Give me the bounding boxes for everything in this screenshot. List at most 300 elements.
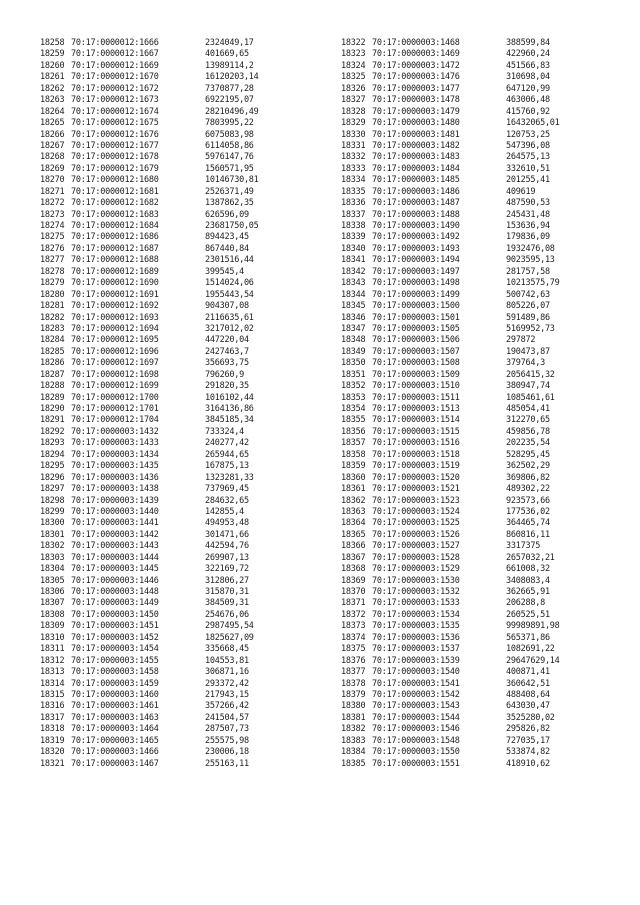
- table-row: [341, 496, 560, 507]
- cadastral-value: 1082691,22: [506, 644, 555, 655]
- table-row: [341, 267, 560, 278]
- row-number: 18378: [341, 678, 366, 689]
- cadastral-number: 70:17:0000003:1479: [372, 106, 460, 117]
- table-row: [341, 290, 560, 301]
- table-row: [341, 724, 560, 735]
- cadastral-value: 202235,54: [506, 438, 550, 449]
- row-number: 18300: [40, 518, 65, 529]
- cadastral-number: 70:17:0000003:1516: [372, 438, 460, 449]
- table-row: [40, 393, 259, 404]
- table-row: [40, 667, 259, 678]
- row-number: 18350: [341, 358, 366, 369]
- row-number: 18362: [341, 495, 366, 506]
- cadastral-number: 70:17:0000003:1481: [372, 129, 460, 140]
- cadastral-value: 254676,06: [205, 609, 249, 620]
- cadastral-value: 99989891,98: [506, 621, 560, 632]
- cadastral-number: 70:17:0000003:1521: [372, 484, 460, 495]
- cadastral-value: 255163,11: [205, 758, 249, 769]
- cadastral-value: 643030,47: [506, 701, 550, 712]
- table-row: [341, 118, 560, 129]
- cadastral-number: 70:17:0000012:1676: [71, 129, 159, 140]
- table-row: [341, 576, 560, 587]
- cadastral-number: 70:17:0000003:1448: [71, 587, 159, 597]
- cadastral-value: 281757,58: [506, 266, 550, 277]
- cadastral-number: 70:17:0000003:1506: [372, 335, 460, 346]
- row-number: 18310: [40, 632, 65, 643]
- cadastral-number: 70:17:0000003:1438: [71, 484, 159, 495]
- cadastral-value: 379764,3: [506, 358, 545, 369]
- cadastral-value: 264575,13: [506, 152, 550, 163]
- cadastral-value: 284632,65: [205, 495, 249, 506]
- cadastral-number: 70:17:0000003:1536: [372, 632, 460, 643]
- row-number: 18281: [40, 301, 65, 312]
- row-number: 18363: [341, 506, 366, 517]
- cadastral-value: 291820,35: [205, 381, 249, 392]
- table-row: [40, 324, 259, 335]
- cadastral-value: 647120,99: [506, 83, 550, 94]
- cadastral-number: 70:17:0000003:1548: [372, 735, 460, 746]
- table-row: [40, 72, 259, 83]
- row-number: 18264: [40, 106, 65, 117]
- cadastral-number: 70:17:0000012:1680: [71, 175, 159, 186]
- table-row: [341, 255, 560, 266]
- cadastral-number: 70:17:0000003:1519: [372, 461, 460, 472]
- table-row: [341, 38, 560, 49]
- table-row: [40, 210, 259, 221]
- row-number: 18275: [40, 232, 65, 243]
- row-number: 18308: [40, 609, 65, 620]
- cadastral-number: 70:17:0000003:1435: [71, 461, 159, 472]
- cadastral-value: 451566,83: [506, 60, 550, 71]
- row-number: 18259: [40, 49, 65, 60]
- row-number: 18302: [40, 541, 65, 552]
- cadastral-number: 70:17:0000003:1494: [372, 255, 460, 266]
- row-number: 18376: [341, 655, 366, 666]
- cadastral-value: 297872: [506, 335, 536, 346]
- cadastral-number: 70:17:0000003:1478: [372, 95, 460, 106]
- table-row: [40, 427, 259, 438]
- table-row: [341, 278, 560, 289]
- cadastral-number: 70:17:0000012:1675: [71, 118, 159, 129]
- row-number: 18297: [40, 484, 65, 495]
- row-number: 18277: [40, 255, 65, 266]
- cadastral-value: 2657032,21: [506, 552, 555, 563]
- cadastral-value: 3408083,4: [506, 575, 550, 586]
- table-row: [341, 598, 560, 609]
- table-row: [40, 152, 259, 163]
- cadastral-number: 70:17:0000012:1690: [71, 278, 159, 289]
- cadastral-value: 287507,73: [205, 724, 249, 735]
- row-number: 18338: [341, 221, 366, 231]
- cadastral-value: 380947,74: [506, 381, 550, 392]
- cadastral-value: 1514024,06: [205, 278, 254, 289]
- row-number: 18341: [341, 255, 366, 266]
- table-row: [341, 347, 560, 358]
- cadastral-value: 422960,24: [506, 49, 550, 60]
- table-row: [40, 507, 259, 518]
- cadastral-value: 255575,98: [205, 735, 249, 746]
- table-row: [341, 152, 560, 163]
- table-row: [341, 221, 560, 232]
- cadastral-number: 70:17:0000003:1509: [372, 369, 460, 380]
- table-row: [40, 484, 259, 495]
- table-row: [40, 679, 259, 690]
- cadastral-value: 312806,27: [205, 575, 249, 586]
- cadastral-value: 494953,48: [205, 518, 249, 529]
- cadastral-value: 13989114,2: [205, 60, 254, 71]
- row-number: 18284: [40, 335, 65, 346]
- cadastral-number: 70:17:0000003:1443: [71, 541, 159, 552]
- row-number: 18314: [40, 678, 65, 689]
- row-number: 18292: [40, 426, 65, 437]
- cadastral-value: 894423,45: [205, 232, 249, 243]
- cadastral-value: 2056415,32: [506, 369, 555, 380]
- table-row: [40, 130, 259, 141]
- table-row: [40, 598, 259, 609]
- cadastral-number: 70:17:0000003:1520: [372, 472, 460, 483]
- cadastral-number: 70:17:0000003:1455: [71, 655, 159, 666]
- table-row: [341, 84, 560, 95]
- row-number: 18327: [341, 95, 366, 106]
- cadastral-number: 70:17:0000012:1695: [71, 335, 159, 346]
- table-row: [40, 690, 259, 701]
- table-row: [40, 438, 259, 449]
- row-number: 18290: [40, 404, 65, 414]
- table-row: [341, 107, 560, 118]
- table-row: [40, 564, 259, 575]
- cadastral-value: 2116635,61: [205, 312, 254, 323]
- table-row: [341, 713, 560, 724]
- cadastral-number: 70:17:0000003:1518: [372, 449, 460, 460]
- cadastral-value: 16432065,01: [506, 118, 560, 129]
- table-row: [341, 95, 560, 106]
- cadastral-value: 190473,87: [506, 346, 550, 357]
- table-row: [341, 427, 560, 438]
- cadastral-number: 70:17:0000003:1432: [71, 426, 159, 437]
- cadastral-value: 591489,86: [506, 312, 550, 323]
- cadastral-value: 384509,31: [205, 598, 249, 609]
- row-number: 18380: [341, 701, 366, 712]
- cadastral-number: 70:17:0000003:1534: [372, 609, 460, 620]
- cadastral-number: 70:17:0000003:1440: [71, 506, 159, 517]
- row-number: 18375: [341, 644, 366, 655]
- row-number: 18374: [341, 632, 366, 643]
- row-number: 18331: [341, 140, 366, 151]
- table-row: [40, 267, 259, 278]
- cadastral-number: 70:17:0000003:1539: [372, 655, 460, 666]
- table-row: [341, 61, 560, 72]
- cadastral-value: 447220,04: [205, 335, 249, 346]
- cadastral-value: 217943,15: [205, 689, 249, 700]
- cadastral-number: 70:17:0000012:1700: [71, 392, 159, 403]
- row-number: 18337: [341, 209, 366, 220]
- row-number: 18334: [341, 175, 366, 186]
- cadastral-number: 70:17:0000003:1450: [71, 609, 159, 620]
- cadastral-number: 70:17:0000003:1501: [372, 312, 460, 323]
- table-row: [40, 404, 259, 415]
- row-number: 18359: [341, 461, 366, 472]
- row-number: 18262: [40, 83, 65, 94]
- cadastral-number: 70:17:0000003:1497: [372, 266, 460, 277]
- row-number: 18335: [341, 186, 366, 197]
- table-row: [341, 164, 560, 175]
- cadastral-value: 2526371,49: [205, 186, 254, 197]
- table-row: [40, 255, 259, 266]
- row-number: 18346: [341, 312, 366, 323]
- row-number: 18351: [341, 369, 366, 380]
- row-number: 18329: [341, 118, 366, 129]
- cadastral-value: 369806,82: [506, 472, 550, 483]
- table-row: [341, 187, 560, 198]
- cadastral-number: 70:17:0000012:1667: [71, 49, 159, 60]
- cadastral-number: 70:17:0000012:1679: [71, 163, 159, 174]
- cadastral-value: 5976147,76: [205, 152, 254, 163]
- cadastral-value: 364465,74: [506, 518, 550, 529]
- row-number: 18279: [40, 278, 65, 289]
- row-number: 18355: [341, 415, 366, 426]
- cadastral-number: 70:17:0000003:1492: [372, 232, 460, 243]
- cadastral-value: 357266,42: [205, 701, 249, 712]
- row-number: 18356: [341, 426, 366, 437]
- cadastral-value: 805226,07: [506, 301, 550, 312]
- table-row: [40, 335, 259, 346]
- row-number: 18276: [40, 243, 65, 254]
- cadastral-number: 70:17:0000003:1537: [372, 644, 460, 655]
- cadastral-number: 70:17:0000012:1693: [71, 312, 159, 323]
- cadastral-number: 70:17:0000012:1689: [71, 266, 159, 277]
- table-row: [341, 313, 560, 324]
- cadastral-number: 70:17:0000003:1551: [372, 758, 460, 769]
- row-number: 18348: [341, 335, 366, 346]
- cadastral-number: 70:17:0000003:1441: [71, 518, 159, 529]
- cadastral-value: 565371,86: [506, 632, 550, 643]
- row-number: 18265: [40, 118, 65, 129]
- cadastral-number: 70:17:0000012:1696: [71, 346, 159, 357]
- cadastral-number: 70:17:0000012:1666: [71, 38, 159, 48]
- table-row: [40, 370, 259, 381]
- table-row: [341, 370, 560, 381]
- cadastral-number: 70:17:0000012:1694: [71, 323, 159, 334]
- cadastral-value: 500742,63: [506, 289, 550, 300]
- table-row: [341, 232, 560, 243]
- cadastral-value: 6114058,86: [205, 140, 254, 151]
- cadastral-value: 332610,51: [506, 163, 550, 174]
- row-number: 18385: [341, 758, 366, 769]
- cadastral-number: 70:17:0000003:1542: [372, 689, 460, 700]
- cadastral-number: 70:17:0000012:1672: [71, 83, 159, 94]
- cadastral-value: 1323281,33: [205, 472, 254, 483]
- row-number: 18309: [40, 621, 65, 632]
- table-row: [40, 736, 259, 747]
- cadastral-value: 399545,4: [205, 266, 244, 277]
- table-row: [40, 118, 259, 129]
- cadastral-value: 301471,66: [205, 529, 249, 540]
- cadastral-value: 867440,84: [205, 243, 249, 254]
- cadastral-number: 70:17:0000003:1468: [372, 38, 460, 48]
- cadastral-value: 295826,82: [506, 724, 550, 735]
- cadastral-number: 70:17:0000003:1533: [372, 598, 460, 609]
- cadastral-number: 70:17:0000003:1451: [71, 621, 159, 632]
- table-row: [40, 175, 259, 186]
- table-row: [40, 61, 259, 72]
- cadastral-number: 70:17:0000012:1682: [71, 198, 159, 209]
- table-row: [341, 644, 560, 655]
- row-number: 18303: [40, 552, 65, 563]
- table-row: [341, 553, 560, 564]
- table-row: [40, 347, 259, 358]
- cadastral-value: 2987495,54: [205, 621, 254, 632]
- cadastral-value: 409619: [506, 186, 536, 197]
- row-number: 18318: [40, 724, 65, 735]
- cadastral-value: 796260,9: [205, 369, 244, 380]
- row-number: 18288: [40, 381, 65, 392]
- table-row: [40, 701, 259, 712]
- row-number: 18294: [40, 449, 65, 460]
- cadastral-value: 388599,84: [506, 38, 550, 48]
- row-number: 18360: [341, 472, 366, 483]
- row-number: 18330: [341, 129, 366, 140]
- cadastral-number: 70:17:0000003:1445: [71, 564, 159, 575]
- table-row: [341, 690, 560, 701]
- row-number: 18382: [341, 724, 366, 735]
- cadastral-value: 310698,04: [506, 72, 550, 83]
- table-row: [40, 713, 259, 724]
- row-number: 18371: [341, 598, 366, 609]
- cadastral-number: 70:17:0000012:1670: [71, 72, 159, 83]
- cadastral-value: 315870,31: [205, 587, 249, 597]
- table-row: [40, 518, 259, 529]
- cadastral-number: 70:17:0000003:1444: [71, 552, 159, 563]
- table-row: [341, 736, 560, 747]
- cadastral-number: 70:17:0000003:1488: [372, 209, 460, 220]
- cadastral-number: 70:17:0000003:1480: [372, 118, 460, 129]
- row-number: 18289: [40, 392, 65, 403]
- row-number: 18261: [40, 72, 65, 83]
- table-row: [341, 759, 560, 770]
- cadastral-value: 1085461,61: [506, 392, 555, 403]
- cadastral-number: 70:17:0000003:1540: [372, 667, 460, 678]
- row-number: 18291: [40, 415, 65, 426]
- row-number: 18354: [341, 404, 366, 414]
- cadastral-number: 70:17:0000003:1514: [372, 415, 460, 426]
- cadastral-value: 6922195,07: [205, 95, 254, 106]
- cadastral-value: 418910,62: [506, 758, 550, 769]
- cadastral-value: 488408,64: [506, 689, 550, 700]
- cadastral-number: 70:17:0000003:1550: [372, 747, 460, 758]
- cadastral-number: 70:17:0000012:1669: [71, 60, 159, 71]
- cadastral-number: 70:17:0000003:1515: [372, 426, 460, 437]
- cadastral-number: 70:17:0000003:1487: [372, 198, 460, 209]
- cadastral-number: 70:17:0000003:1460: [71, 689, 159, 700]
- row-number: 18321: [40, 758, 65, 769]
- cadastral-value: 661008,32: [506, 564, 550, 575]
- cadastral-number: 70:17:0000003:1535: [372, 621, 460, 632]
- table-row: [341, 747, 560, 758]
- cadastral-value: 260525,51: [506, 609, 550, 620]
- table-row: [40, 530, 259, 541]
- table-row: [40, 381, 259, 392]
- row-number: 18304: [40, 564, 65, 575]
- cadastral-number: 70:17:0000003:1511: [372, 392, 460, 403]
- row-number: 18315: [40, 689, 65, 700]
- cadastral-value: 322169,72: [205, 564, 249, 575]
- table-row: [40, 49, 259, 60]
- cadastral-number: 70:17:0000012:1674: [71, 106, 159, 117]
- cadastral-value: 29647629,14: [506, 655, 560, 666]
- cadastral-number: 70:17:0000003:1446: [71, 575, 159, 586]
- cadastral-number: 70:17:0000003:1505: [372, 323, 460, 334]
- row-number: 18361: [341, 484, 366, 495]
- row-number: 18332: [341, 152, 366, 163]
- cadastral-value: 9023595,13: [506, 255, 555, 266]
- cadastral-value: 245431,48: [506, 209, 550, 220]
- cadastral-number: 70:17:0000003:1486: [372, 186, 460, 197]
- table-row: [40, 610, 259, 621]
- cadastral-value: 240277,42: [205, 438, 249, 449]
- table-row: [341, 381, 560, 392]
- cadastral-number: 70:17:0000003:1510: [372, 381, 460, 392]
- table-row: [341, 621, 560, 632]
- cadastral-value: 23681750,05: [205, 221, 259, 231]
- table-row: [40, 232, 259, 243]
- cadastral-value: 3217012,02: [205, 323, 254, 334]
- row-number: 18347: [341, 323, 366, 334]
- cadastral-number: 70:17:0000003:1467: [71, 758, 159, 769]
- row-number: 18307: [40, 598, 65, 609]
- cadastral-value: 860816,11: [506, 529, 550, 540]
- row-number: 18295: [40, 461, 65, 472]
- row-number: 18357: [341, 438, 366, 449]
- row-number: 18306: [40, 587, 65, 597]
- table-row: [341, 210, 560, 221]
- row-number: 18370: [341, 587, 366, 597]
- table-row: [40, 221, 259, 232]
- row-number: 18319: [40, 735, 65, 746]
- cadastral-number: 70:17:0000003:1490: [372, 221, 460, 231]
- cadastral-number: 70:17:0000003:1454: [71, 644, 159, 655]
- cadastral-value: 415760,92: [506, 106, 550, 117]
- cadastral-number: 70:17:0000012:1687: [71, 243, 159, 254]
- row-number: 18296: [40, 472, 65, 483]
- table-row: [40, 644, 259, 655]
- row-number: 18305: [40, 575, 65, 586]
- cadastral-number: 70:17:0000003:1485: [372, 175, 460, 186]
- cadastral-value: 206288,8: [506, 598, 545, 609]
- cadastral-value: 923573,66: [506, 495, 550, 506]
- row-number: 18324: [341, 60, 366, 71]
- cadastral-value: 201255,41: [506, 175, 550, 186]
- cadastral-value: 293372,42: [205, 678, 249, 689]
- table-row: [341, 656, 560, 667]
- row-number: 18372: [341, 609, 366, 620]
- cadastral-value: 485054,41: [506, 404, 550, 414]
- cadastral-number: 70:17:0000012:1683: [71, 209, 159, 220]
- table-row: [341, 530, 560, 541]
- cadastral-number: 70:17:0000003:1442: [71, 529, 159, 540]
- table-row: [40, 141, 259, 152]
- cadastral-number: 70:17:0000003:1461: [71, 701, 159, 712]
- cadastral-value: 3317375: [506, 541, 541, 552]
- cadastral-value: 362665,91: [506, 587, 550, 597]
- cadastral-value: 1387862,35: [205, 198, 254, 209]
- cadastral-number: 70:17:0000003:1499: [372, 289, 460, 300]
- table-row: [341, 633, 560, 644]
- cadastral-value: 10146730,81: [205, 175, 259, 186]
- table-row: [341, 324, 560, 335]
- row-number: 18326: [341, 83, 366, 94]
- cadastral-value: 312270,65: [506, 415, 550, 426]
- cadastral-number: 70:17:0000003:1508: [372, 358, 460, 369]
